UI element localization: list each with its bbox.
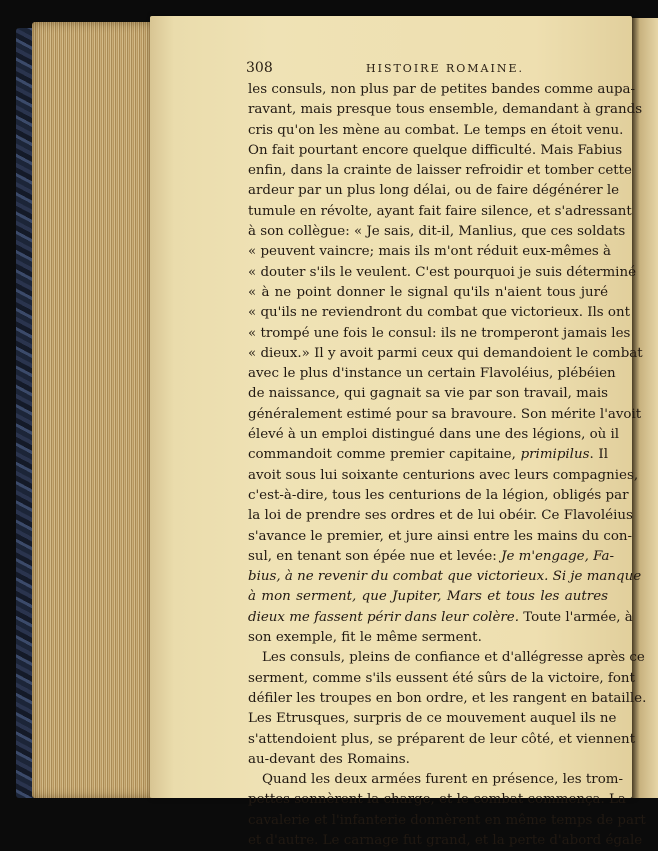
italic-text: dieux me fassent périr dans leur colère.	[248, 609, 519, 625]
text-line	[248, 709, 617, 729]
page-number: 308	[246, 60, 273, 76]
body-text	[248, 80, 647, 851]
text-line	[248, 364, 616, 384]
text-line	[248, 608, 633, 628]
text-segment: Quand les deux armées furent en présence, les trom-	[262, 772, 623, 788]
text-segment: « douter s'ils le veulent. C'est pourquoi je suis déterminé	[248, 264, 637, 280]
italic-text: Je m'engage, Fa-	[501, 548, 615, 564]
text-segment: « qu'ils ne reviendront du combat que victorieux. Ils ont	[248, 305, 630, 321]
text-segment: « trompé une fois le consul: ils ne tromperont jamais les	[248, 325, 631, 341]
text-segment: cavalerie et l'infanterie donnèrent en même temps de part	[248, 812, 646, 828]
text-line	[248, 790, 626, 810]
text-line	[248, 141, 623, 161]
text-segment: la loi de prendre ses ordres et de lui obéir. Ce Flavoléius	[248, 508, 633, 524]
text-line	[248, 445, 608, 465]
text-segment: c'est-à-dire, tous les centurions de la légion, obligés par	[248, 487, 629, 503]
text-segment: avoit sous lui soixante centurions avec leurs compagnies,	[248, 467, 639, 483]
text-segment: Les Etrusques, surpris de ce mouvement auquel ils ne	[248, 711, 617, 727]
text-segment: Les consuls, pleins de confiance et d'allégresse après ce	[262, 650, 645, 666]
text-line	[248, 648, 645, 668]
text-segment: généralement estimé pour sa bravoure. Son mérite l'avoit	[248, 406, 642, 422]
text-line	[248, 263, 637, 283]
text-line	[248, 242, 612, 262]
text-line	[248, 405, 642, 425]
text-line	[248, 547, 615, 567]
text-segment: enfin, dans la crainte de laisser refroidir et tomber cette	[248, 163, 632, 179]
text-segment: « à ne point donner le signal qu'ils n'aient tous juré	[248, 284, 608, 300]
running-head: HISTOIRE ROMAINE.	[366, 62, 524, 75]
text-segment: s'attendoient plus, se préparent de leur côté, et viennent	[248, 731, 636, 747]
italic-text: primipilus	[520, 447, 590, 463]
text-line	[248, 425, 620, 445]
page-header	[246, 58, 606, 80]
text-line	[248, 324, 631, 344]
text-segment: commandoit comme premier capitaine,	[248, 447, 521, 463]
text-line	[248, 100, 643, 120]
text-line	[248, 506, 633, 526]
text-line	[248, 384, 608, 404]
text-line	[248, 466, 639, 486]
text-segment: avec le plus d'instance un certain Flavoléius, plébéien	[248, 366, 616, 382]
text-segment: son exemple, fit le même serment.	[248, 630, 482, 646]
text-segment: cris qu'on les mène au combat. Le temps en étoit venu.	[248, 122, 624, 138]
text-segment: à son collègue: « Je sais, dit-il, Manlius, que ces soldats	[248, 224, 626, 240]
text-segment: . Il	[589, 447, 608, 463]
text-segment: élevé à un emploi distingué dans une des légions, où il	[248, 427, 620, 443]
text-line	[248, 222, 626, 242]
text-segment: ardeur par un plus long délai, ou de faire dégénérer le	[248, 183, 620, 199]
text-segment: défiler les troupes en bon ordre, et les rangent en bataille.	[248, 690, 647, 706]
text-segment: au-devant des Romains.	[248, 751, 410, 767]
text-line	[248, 770, 623, 790]
text-line	[248, 161, 632, 181]
text-segment: sul, en tenant son épée nue et levée:	[248, 548, 502, 564]
text-line	[248, 811, 646, 831]
text-segment: « peuvent vaincre; mais ils m'ont réduit eux-mêmes à	[248, 244, 612, 260]
text-line	[248, 121, 624, 141]
italic-text: à mon serment, que Jupiter, Mars et tous les autres	[248, 589, 608, 605]
text-line	[248, 283, 608, 303]
text-line	[248, 587, 608, 607]
page-stack-edges	[32, 22, 154, 798]
text-line	[248, 527, 633, 547]
text-segment: serment, comme s'ils eussent été sûrs de la victoire, font	[248, 670, 635, 686]
text-segment: Toute l'armée, à	[518, 609, 633, 625]
text-line	[248, 669, 635, 689]
text-line	[248, 628, 608, 648]
text-line	[248, 567, 642, 587]
text-line	[248, 80, 636, 100]
text-line	[248, 831, 643, 851]
text-segment: s'avance le premier, et jure ainsi entre les mains du con-	[248, 528, 633, 544]
text-line	[248, 689, 647, 709]
text-segment: tumule en révolte, ayant fait faire silence, et s'adressant	[248, 203, 632, 219]
text-segment: « dieux.» Il y avoit parmi ceux qui demandoient le combat	[248, 345, 643, 361]
text-segment: de naissance, qui gagnait sa vie par son travail, mais	[248, 386, 608, 402]
text-line	[248, 181, 620, 201]
text-segment: pettes sonnèrent la charge, et le combat commença. La	[248, 792, 626, 808]
text-line	[248, 344, 643, 364]
text-line	[248, 202, 632, 222]
italic-text: bius, à ne revenir du combat que victorieux. Si je manque	[248, 569, 642, 585]
text-line	[248, 303, 630, 323]
text-line	[248, 486, 629, 506]
text-line	[248, 750, 608, 770]
text-line	[248, 730, 636, 750]
text-segment: ravant, mais presque tous ensemble, demandant à grands	[248, 102, 643, 118]
text-segment: les consuls, non plus par de petites bandes comme aupa-	[248, 82, 636, 97]
text-segment: On fait pourtant encore quelque difficulté. Mais Fabius	[248, 142, 623, 158]
text-segment: et d'autre. Le carnage fut grand, et la perte d'abord égale	[248, 832, 643, 848]
